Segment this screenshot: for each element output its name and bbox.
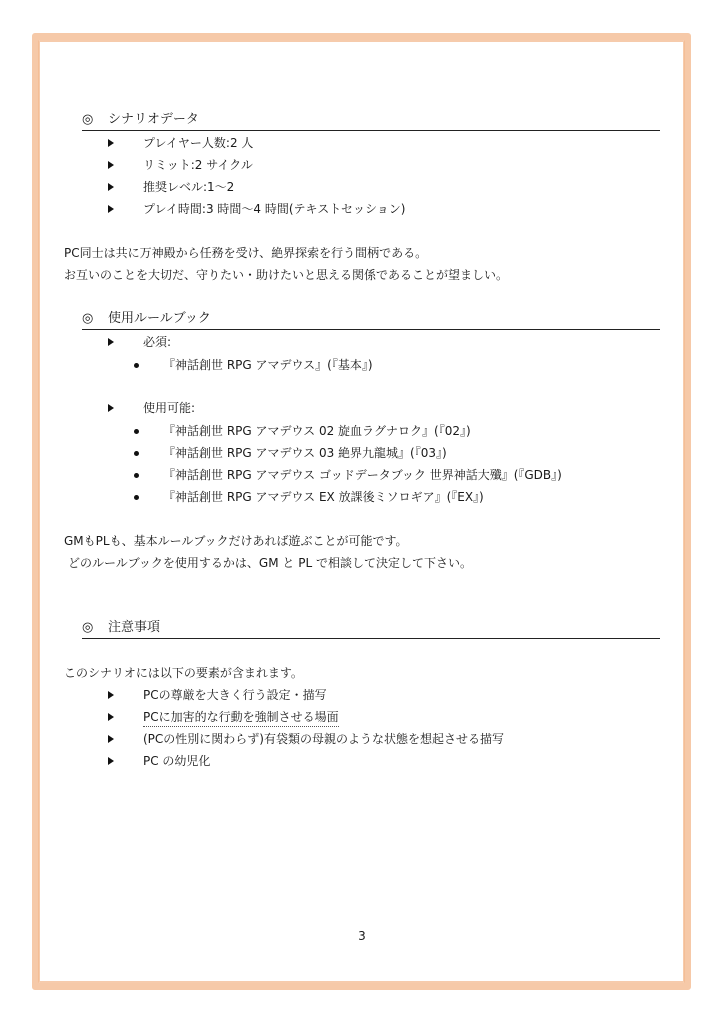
paragraph: PC同士は共に万神殿から任務を受け、絶界探索を行う間柄である。 [64, 246, 428, 260]
list-item: (PCの性別に関わらず)有袋類の母親のような状態を想起させる描写 [143, 732, 504, 746]
paragraph: どのルールブックを使用するかは、GM と PL で相談して決定して下さい。 [68, 556, 472, 570]
triangle-bullet-icon [108, 713, 114, 721]
round-bullet-icon [134, 451, 139, 456]
triangle-bullet-icon [108, 139, 114, 147]
list-item: 推奨レベル:1〜2 [143, 180, 235, 194]
double-circle-icon: ◎ [82, 620, 94, 635]
round-bullet-icon [134, 473, 139, 478]
section-heading-rulebooks [82, 309, 660, 330]
double-circle-icon: ◎ [82, 112, 94, 127]
paragraph: お互いのことを大切だ、守りたい・助けたいと思える関係であることが望ましい。 [64, 268, 509, 282]
list-item: 『神話創世 RPG アマデウス 03 絶界九龍城』(『03』) [163, 446, 447, 460]
section-title: 使用ルールブック [108, 311, 211, 326]
triangle-bullet-icon [108, 691, 114, 699]
list-item: 『神話創世 RPG アマデウス』(『基本』) [163, 358, 373, 372]
list-item: プレイヤー人数:2 人 [143, 136, 254, 150]
section-title: 注意事項 [108, 620, 161, 635]
triangle-bullet-icon [108, 757, 114, 765]
section-title: シナリオデータ [108, 112, 199, 127]
triangle-bullet-icon [108, 205, 114, 213]
list-item: リミット:2 サイクル [143, 158, 253, 172]
round-bullet-icon [134, 363, 139, 368]
section-heading-scenario-data [82, 110, 660, 131]
triangle-bullet-icon [108, 404, 114, 412]
list-item: PC の幼児化 [143, 754, 211, 768]
paragraph: このシナリオには以下の要素が含まれます。 [64, 666, 303, 680]
triangle-bullet-icon [108, 338, 114, 346]
list-item: PCの尊厳を大きく行う設定・描写 [143, 688, 327, 702]
triangle-bullet-icon [108, 735, 114, 743]
triangle-bullet-icon [108, 161, 114, 169]
list-item: 『神話創世 RPG アマデウス EX 放課後ミソロギア』(『EX』) [163, 490, 484, 504]
round-bullet-icon [134, 429, 139, 434]
paragraph: GMもPLも、基本ルールブックだけあれば遊ぶことが可能です。 [64, 534, 408, 548]
triangle-bullet-icon [108, 183, 114, 191]
list-item: PCに加害的な行動を強制させる場面 [143, 708, 339, 727]
required-label: 必須: [143, 335, 172, 349]
list-item: 『神話創世 RPG アマデウス ゴッドデータブック 世界神話大殲』(『GDB』) [163, 468, 562, 482]
round-bullet-icon [134, 495, 139, 500]
section-heading-notes [82, 618, 660, 639]
list-item: プレイ時間:3 時間〜4 時間(テキストセッション) [143, 202, 406, 216]
optional-label: 使用可能: [143, 401, 196, 415]
page-number: 3 [358, 929, 366, 943]
list-item: 『神話創世 RPG アマデウス 02 旋血ラグナロク』(『02』) [163, 424, 471, 438]
double-circle-icon: ◎ [82, 311, 94, 326]
